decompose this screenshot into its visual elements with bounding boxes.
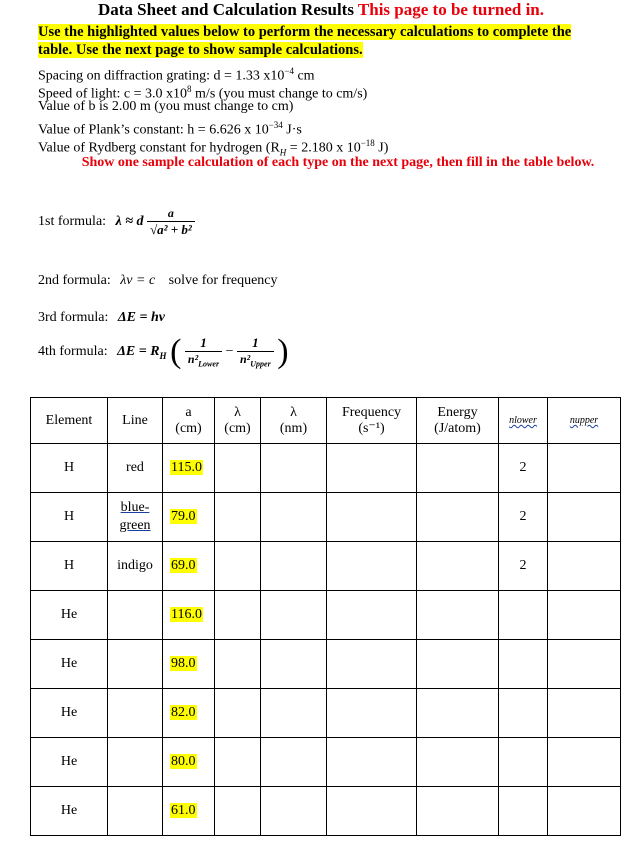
header-a [163,398,215,444]
cell-line [108,493,163,542]
cell-lambda-cm[interactable] [215,738,261,787]
formula-2-label: 2nd formula: [38,273,111,288]
formula-3: 3rd formula: ΔE = hν [38,310,165,325]
header-energy [417,398,499,444]
cell-line [108,444,163,493]
cell-n-lower [499,689,548,738]
cell-a-value: 82.0 [171,705,196,720]
cell-element-value: He [60,705,78,720]
cell-lambda-nm[interactable] [261,444,327,493]
cell-lambda-cm[interactable] [215,542,261,591]
light-text: Speed of light: c = 3.0 x10 [38,86,188,102]
cell-frequency[interactable] [327,444,417,493]
grating-spacing-unit: cm [293,68,315,84]
cell-lambda-nm[interactable] [261,591,327,640]
cell-n-upper[interactable] [548,591,621,640]
cell-a-value: 115.0 [171,460,202,475]
cell-lambda-nm[interactable] [261,493,327,542]
formula-1-fraction: $\frac{a}{\text{√a² + b²}}$ [147,206,195,238]
cell-lambda-nm[interactable] [261,689,327,738]
cell-n-lower [499,738,548,787]
cell-lambda-nm[interactable] [261,787,327,836]
cell-n-upper[interactable] [548,493,621,542]
header-frequency-unit: (s⁻¹) [358,420,385,436]
header-lambda-nm-unit: (nm) [279,420,308,436]
grating-spacing-text: Spacing on diffraction grating: d = 1.33 x10 [38,68,285,84]
formula-1-label: 1st formula: [38,214,107,229]
cell-n-lower [499,787,548,836]
cell-energy[interactable] [417,738,499,787]
table-row [31,591,621,640]
cell-lambda-cm[interactable] [215,689,261,738]
cell-a [163,444,215,493]
cell-n-upper[interactable] [548,444,621,493]
cell-line [108,591,163,640]
cell-lambda-cm[interactable] [215,591,261,640]
rydberg-text-c: J) [374,140,389,156]
header-lambda-cm-label: λ [234,404,241,420]
cell-n-lower [499,444,548,493]
cell-n-upper[interactable] [548,542,621,591]
cell-line [108,738,163,787]
cell-element-value: H [63,460,75,475]
cell-frequency[interactable] [327,689,417,738]
cell-element-value: H [63,558,75,573]
cell-element [31,542,108,591]
cell-line-value: indigo [117,558,153,573]
cell-element-value: He [60,803,78,818]
header-energy-unit: (J/atom) [434,420,481,436]
table-row [31,493,621,542]
rydberg-text-a: Value of Rydberg constant for hydrogen (R [38,140,280,156]
header-frequency-label: Frequency [341,404,402,420]
cell-n-lower-value: 2 [519,558,527,573]
cell-frequency[interactable] [327,738,417,787]
cell-lambda-nm[interactable] [261,640,327,689]
cell-element-value: H [63,509,75,524]
formula-2: 2nd formula: λν = c solve for frequency [38,273,278,288]
plank-unit: J·s [282,122,302,138]
cell-line [108,542,163,591]
cell-line-value: red [126,460,144,475]
formula-2-note: solve for frequency [168,273,278,288]
cell-a [163,640,215,689]
cell-a-value: 80.0 [171,754,196,769]
table-row [31,738,621,787]
cell-energy[interactable] [417,787,499,836]
cell-n-lower [499,591,548,640]
header-element-label: Element [45,412,93,428]
formula-4-label: 4th formula: [38,344,108,359]
table-row [31,444,621,493]
cell-energy[interactable] [417,591,499,640]
cell-energy[interactable] [417,493,499,542]
cell-element [31,591,108,640]
cell-frequency[interactable] [327,542,417,591]
cell-n-upper[interactable] [548,787,621,836]
cell-a-value: 61.0 [171,803,196,818]
cell-line [108,640,163,689]
cell-n-upper[interactable] [548,640,621,689]
b-value [38,98,293,116]
title-main: Data Sheet and Calculation Results [97,0,354,19]
cell-frequency[interactable] [327,493,417,542]
cell-frequency[interactable] [327,591,417,640]
cell-energy[interactable] [417,542,499,591]
cell-a-value: 79.0 [171,509,196,524]
rydberg-exp: −18 [360,138,375,148]
cell-a [163,591,215,640]
cell-element [31,640,108,689]
cell-a [163,542,215,591]
page-title [0,0,642,20]
cell-line [108,787,163,836]
cell-lambda-cm[interactable] [215,444,261,493]
table-row [31,640,621,689]
cell-n-lower-value: 2 [519,509,527,524]
formula-4: 4th formula: $\Delta E = R_H$ ( $\frac{1}{n^2_{Lower}}$ − $\frac{1}{n^2_{Upper}}$ ) [38,333,289,370]
cell-element [31,738,108,787]
light-note: (you must change to cm/s) [215,86,368,102]
cell-element [31,787,108,836]
plank-text: Value of Plank’s constant: h = 6.626 x 10 [38,122,269,138]
cell-energy[interactable] [417,444,499,493]
cell-energy[interactable] [417,689,499,738]
cell-a-value: 69.0 [171,558,196,573]
cell-line-value: blue-green [119,500,151,533]
formula-1: 1st formula: λ ≈ d $\frac{a}{\text{√a² + b²}}$ [38,206,195,238]
table-row [31,542,621,591]
header-line [108,398,163,444]
cell-element-value: He [60,607,78,622]
header-n-upper [548,398,621,444]
table-header-row [31,398,621,444]
header-frequency [327,398,417,444]
cell-n-lower [499,542,548,591]
plank-exp: −34 [268,120,283,130]
header-line-label: Line [122,412,148,428]
cell-a-value: 98.0 [171,656,196,671]
cell-energy[interactable] [417,640,499,689]
cell-lambda-nm[interactable] [261,738,327,787]
cell-element [31,493,108,542]
header-lambda-cm [215,398,261,444]
cell-line [108,689,163,738]
header-n-upper-label: nupper [569,415,599,426]
cell-a-value: 116.0 [171,607,202,622]
formula-3-label: 3rd formula: [38,310,109,325]
rydberg-text-b: = 2.180 x 10 [286,140,361,156]
header-n-lower-label: nlower [509,415,537,426]
formula-4-fraction-lower: $\frac{1}{n^2_{Lower}}$ [185,335,222,368]
cell-n-lower-value: 2 [519,460,527,475]
cell-element-value: He [60,656,78,671]
cell-lambda-nm[interactable] [261,542,327,591]
table-row [31,689,621,738]
cell-a [163,787,215,836]
formula-4-fraction-upper: $\frac{1}{n^2_{Upper}}$ [237,335,274,368]
highlight-instructions [38,23,604,59]
cell-n-lower [499,493,548,542]
title-turn-in: This page to be turned in. [357,0,544,19]
header-energy-label: Energy [437,404,478,420]
b-value-text: Value of b is 2.00 m (you must change to cm) [38,99,294,114]
cell-element [31,689,108,738]
light-exp: 8 [187,84,192,94]
sample-calc-instruction: Show one sample calculation of each type on the next page, then fill in the table below. [81,155,595,170]
header-a-label: a [185,404,192,420]
cell-a [163,738,215,787]
cell-lambda-cm[interactable] [215,787,261,836]
light-unit: m/s [191,86,216,102]
cell-frequency[interactable] [327,640,417,689]
table-row [31,787,621,836]
cell-a [163,689,215,738]
results-table [30,397,621,836]
rydberg-sub: H [279,147,287,158]
header-lambda-cm-unit: (cm) [224,420,251,436]
grating-spacing-exp: −4 [284,66,294,76]
header-n-lower [499,398,548,444]
cell-element-value: He [60,754,78,769]
cell-n-upper[interactable] [548,738,621,787]
cell-lambda-cm[interactable] [215,493,261,542]
cell-n-upper[interactable] [548,689,621,738]
header-a-unit: (cm) [175,420,202,436]
header-lambda-nm-label: λ [290,404,297,420]
cell-a [163,493,215,542]
header-element [31,398,108,444]
cell-element [31,444,108,493]
highlight-text: Use the highlighted values below to perform the necessary calculations to complete the table. Use the next page to show sample calculations. [38,24,572,58]
cell-frequency[interactable] [327,787,417,836]
header-lambda-nm [261,398,327,444]
cell-n-lower [499,640,548,689]
cell-lambda-cm[interactable] [215,640,261,689]
